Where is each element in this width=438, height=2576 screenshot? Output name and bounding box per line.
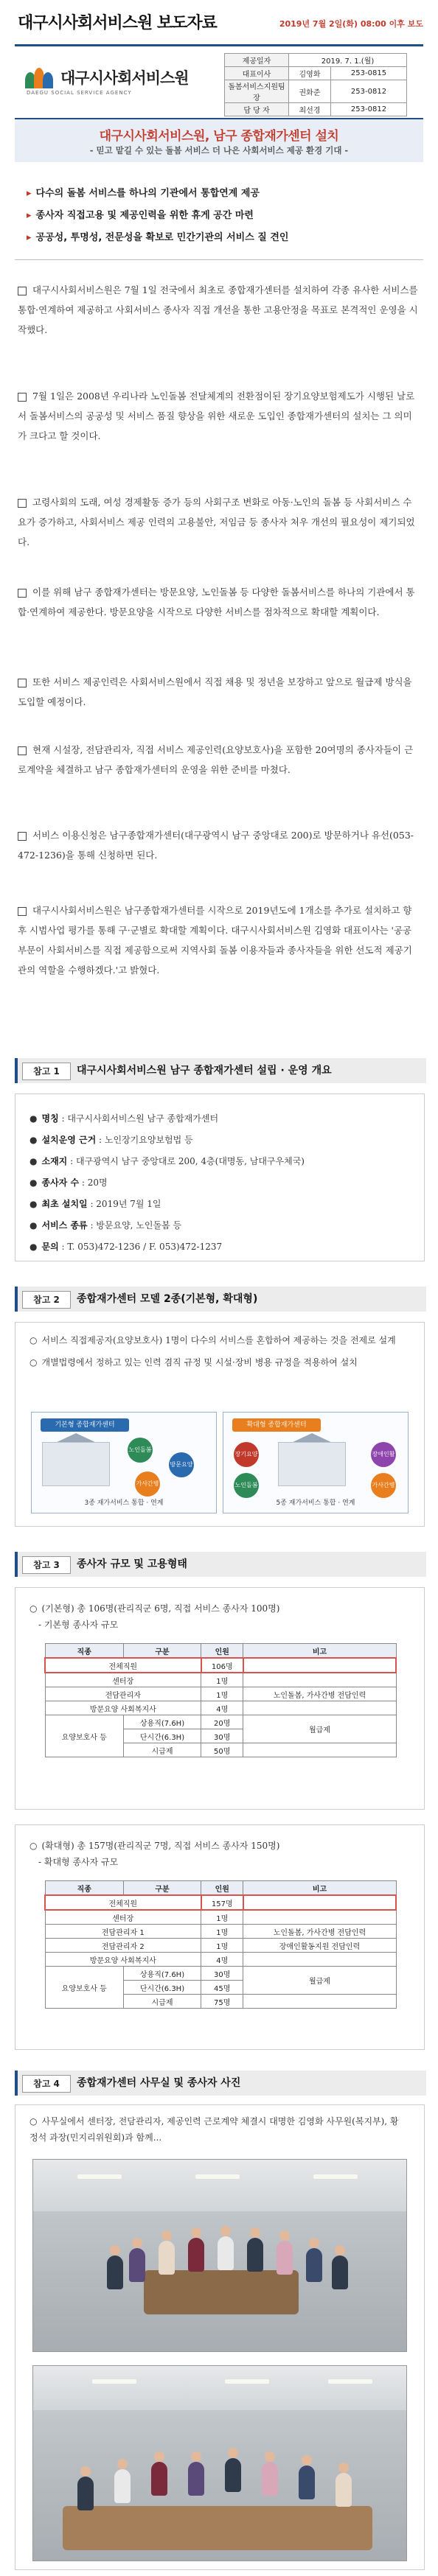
body-paragraph: 고령사회의 도래, 여성 경제활동 증가 등의 사회구조 변화로 아동·노인의 돌봄 등 사회서비스 수요가 증가하고, 사회서비스 제공 인력의 고용불안, 저임금 등 종사자 처우 개선의 필요성이 제기되었다. bbox=[18, 497, 415, 547]
reference-2-header: 참고 2 종합재가센터 모델 2종(기본형, 확대형) bbox=[15, 1287, 426, 1312]
contact-table: 제공일자 2019. 7. 1.(월) 대표이사 김영화 253-0815 돌봄서비스지원팀장 권화준 253-0812 담 당 자 최선경 253-0812 bbox=[224, 53, 407, 116]
staff-photo bbox=[32, 2159, 407, 2352]
expanded-model-diagram: 확대형 종합재가센터 장기요양 노인돌봄 장애인활 가사간병 5종 재가서비스 통합 · 연계 bbox=[223, 1412, 409, 1513]
building-icon bbox=[278, 1442, 346, 1486]
press-header bbox=[0, 0, 438, 52]
expanded-staff-summary: ○ (확대형) 총 157명(관리직군 7명, 직접 서비스 종사자 150명) - 확대형 종사자 규모 bbox=[29, 1841, 280, 1867]
body-paragraph: 대구시사회서비스원은 7월 1일 전국에서 최초로 종합재가센터를 설치하여 각종 유사한 서비스를 통합·연계하여 제공하고 사회서비스 종사자 직접 개선을 통한 고용안정을 목표로 본격적인 운영을 시작했다. bbox=[18, 284, 418, 335]
logo-subtitle: DAEGU SOCIAL SERVICE AGENCY bbox=[27, 90, 132, 96]
headline: 대구시사회서비스원, 남구 종합재가센터 설치 bbox=[99, 129, 339, 144]
body-paragraph: 7월 1일은 2008년 우리나라 노인돌봄 전달체계의 전환점이된 장기요양보험제도가 시행된 날로서 돌봄서비스의 공공성 및 서비스 품질 향상을 위한 새로운 도입인 종합재가센터의 설치는 그 의미가 크다고 할 것이다. bbox=[18, 391, 415, 441]
logo-name: 대구시사회서비스원 bbox=[60, 69, 189, 87]
agency-logo bbox=[25, 66, 189, 88]
basic-staff-table: 직종 구분 인원 비고 전체직원 106명 센터장 1명 전담관리자 1명 노인돌봄, 가사간병 전담인력 방문요양 사회복지사 4명 요양보호사 등 상용직(7.6H) 20명 월급제 단시간(6.3H) 30명 시급제 50명 bbox=[44, 1643, 397, 1757]
reference-4-header: 참고 4 종합재가센터 사무실 및 종사자 사진 bbox=[15, 2071, 426, 2096]
embargo-note: 2019년 7월 2일(화) 08:00 이후 보도 bbox=[279, 19, 423, 29]
body-paragraph: 또한 서비스 제공인력은 사회서비스원에서 직접 채용 및 정년을 보장하고 앞으로 월급제 방식을 도입할 예정이다. bbox=[18, 676, 412, 707]
header-rule bbox=[15, 44, 423, 46]
service-circle: 노인돌봄 bbox=[234, 1473, 259, 1498]
overview-list: ● 명칭 : 대구시사회서비스원 남구 종합재가센터 ● 설치운영 근거 : 노인장기요양보험법 등 ● 소재지 : 대구광역시 남구 중앙대로 200, 4층(대명동, 남대구우체국) ● 종사자 수 : 20명 ● 최초 설치일 : 2019년 7월 1일 ● 서비스 종류 : 방문요양, 노인돌봄 등 ● 문의 : T. 053)472-1236 / F. 053)472-1237 bbox=[29, 1113, 305, 1252]
body-paragraph: 서비스 이용신청은 남구종합재가센터(대구광역시 남구 중앙대로 200)로 방문하거나 유선(053-472-1236)을 통해 신청하면 된다. bbox=[18, 830, 414, 861]
press-title: 대구시사회서비스원 보도자료 bbox=[18, 14, 217, 32]
key-point: ▸ 다수의 돌봄 서비스를 하나의 기관에서 통합연계 제공 bbox=[27, 188, 260, 199]
headline-box bbox=[15, 118, 423, 162]
section-divider bbox=[15, 259, 423, 260]
logo-icon bbox=[25, 66, 55, 88]
reference-3-header: 참고 3 종사자 규모 및 고용형태 bbox=[15, 1552, 426, 1577]
contract-signing-photo bbox=[32, 2365, 407, 2561]
basic-staff-summary: ○ (기본형) 총 106명(관리직군 6명, 직접 서비스 종사자 100명) - 기본형 종사자 규모 bbox=[29, 1603, 280, 1630]
body-paragraph: 이를 위해 남구 종합재가센터는 방문요양, 노인돌봄 등 다양한 돌봄서비스를 하나의 기관에서 통합·연계하여 제공한다. 방문요양을 시작으로 다양한 서비스를 점차적으로 확대할 계획이다. bbox=[18, 587, 415, 617]
service-circle: 가사간병 bbox=[135, 1471, 160, 1497]
service-circle: 노인돌봄 bbox=[128, 1438, 153, 1463]
model-notes: ○ 서비스 직접제공자(요양보호사) 1명이 다수의 서비스를 혼합하여 제공하는 것을 전제로 설계 ○ 개별법령에서 정하고 있는 인력 겸직 규정 및 시설·장비 병용 규정을 적용하여 설치 bbox=[29, 1335, 396, 1368]
key-points bbox=[27, 183, 410, 249]
service-circle: 장애인활 bbox=[371, 1442, 396, 1467]
sub-headline: - 믿고 맡길 수 있는 돌봄 서비스 더 나은 사회서비스 제공 환경 기대 - bbox=[89, 145, 349, 155]
photo-caption: ○ 사무실에서 센터장, 전담관리자, 제공인력 근로계약 체결시 대명한 김영화 사무원(복지부), 황정석 과장(민지리위원회)과 함께... bbox=[29, 2116, 399, 2143]
basic-model-diagram: 기본형 종합재가센터 노인돌봄 방문요양 가사간병 3종 재가서비스 통합 · 연계 bbox=[31, 1412, 217, 1513]
key-point: ▸ 공공성, 투명성, 전문성을 확보로 민간기관의 서비스 질 견인 bbox=[27, 232, 289, 243]
service-circle: 가사간병 bbox=[371, 1473, 396, 1498]
body-paragraph: 대구시사회서비스원은 남구종합재가센터를 시작으로 2019년도에 1개소를 추가로 설치하고 향후 시범사업 평가를 통해 구·군별로 확대할 계획이다. 대구시사회서비스원 김영화 대표이사는 '공공부문이 사회서비스를 직접 제공함으로써 지역사회 돌봄 이용자들과 종사자들을 위한 선도적 제공기관의 역할을 수행하겠다.'고 밝혔다. bbox=[18, 905, 412, 976]
key-point: ▸ 종사자 직접고용 및 제공인력을 위한 휴게 공간 마련 bbox=[27, 210, 254, 221]
body-paragraph: 현재 시설장, 전담관리자, 직접 서비스 제공인력(요양보호사)을 포함한 20여명의 종사자들이 근로계약을 체결하고 남구 종합재가센터의 운영을 위한 준비를 마쳤다. bbox=[18, 744, 414, 775]
expanded-staff-table: 직종 구분 인원 비고 전체직원 157명 센터장 1명 전담관리자 1 1명 노인돌봄, 가사간병 전담인력 전담관리자 2 1명 장애인활동지원 전담인력 방문요양 사회복지사 4명 요양보호사 등 상용직(7.6H) 30명 월급제 단시간(6.3H) 45명 시급제 75명 bbox=[44, 1880, 397, 2009]
service-circle: 장기요양 bbox=[234, 1442, 259, 1467]
reference-1-header: 참고 1 대구시사회서비스원 남구 종합재가센터 설립 · 운영 개요 bbox=[15, 1058, 426, 1083]
service-circle: 방문요양 bbox=[169, 1452, 194, 1477]
building-icon bbox=[42, 1442, 110, 1486]
